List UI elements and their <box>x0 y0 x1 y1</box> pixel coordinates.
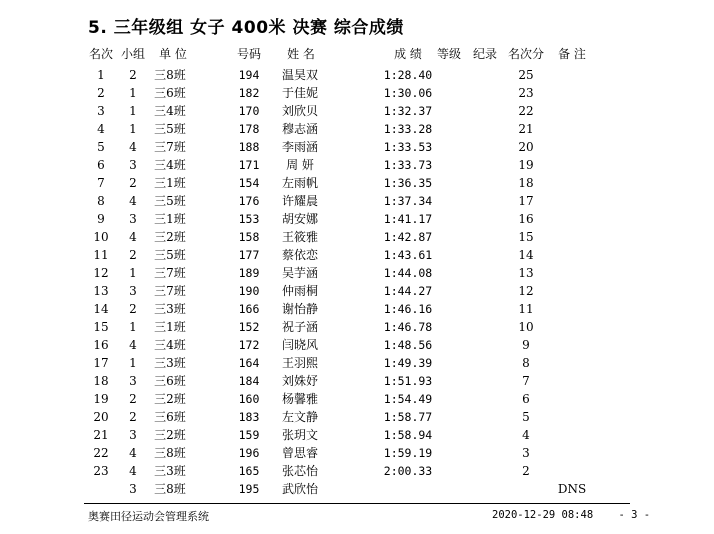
cell-result: 1:32.37 <box>383 104 433 118</box>
cell-group: 2 <box>129 176 137 190</box>
cell-number: 153 <box>238 212 260 226</box>
cell-group: 3 <box>129 374 137 388</box>
footer-meta <box>492 509 650 521</box>
cell-result: 1:46.78 <box>383 320 433 334</box>
cell-name: 刘欣贝 <box>281 104 318 118</box>
cell-number: 164 <box>238 356 260 370</box>
cell-group: 4 <box>129 194 137 208</box>
cell-name: 左雨帆 <box>281 176 318 190</box>
cell-group: 1 <box>129 320 137 334</box>
cell-rank: 20 <box>93 410 109 424</box>
table-row <box>0 480 714 498</box>
footer-system-name: 奥赛田径运动会管理系统 <box>88 510 209 523</box>
footer-divider <box>84 503 630 504</box>
cell-rank: 21 <box>93 428 109 442</box>
cell-number: 159 <box>238 428 260 442</box>
cell-unit: 三4班 <box>154 104 186 118</box>
cell-result: 1:30.06 <box>383 86 433 100</box>
cell-rank: 18 <box>93 374 109 388</box>
cell-name: 曾思睿 <box>281 446 318 460</box>
header-level: 等级 <box>436 47 461 61</box>
cell-result: 1:49.39 <box>383 356 433 370</box>
cell-result: 1:28.40 <box>383 68 433 82</box>
cell-points: 2 <box>522 464 530 478</box>
cell-rank: 9 <box>97 212 105 226</box>
cell-points: 17 <box>518 194 534 208</box>
table-row <box>0 192 714 210</box>
cell-number: 188 <box>238 140 260 154</box>
cell-result: 1:43.61 <box>383 248 433 262</box>
cell-result: 1:37.34 <box>383 194 433 208</box>
table-row <box>0 84 714 102</box>
cell-group: 4 <box>129 464 137 478</box>
cell-number: 190 <box>238 284 260 298</box>
table-row <box>0 174 714 192</box>
cell-unit: 三2班 <box>154 428 186 442</box>
cell-result: 1:41.17 <box>383 212 433 226</box>
cell-rank: 22 <box>93 446 109 460</box>
cell-name: 左文静 <box>281 410 318 424</box>
cell-number: 183 <box>238 410 260 424</box>
header-number: 号码 <box>236 47 261 61</box>
cell-unit: 三3班 <box>154 302 186 316</box>
cell-points: 16 <box>518 212 534 226</box>
cell-number: 166 <box>238 302 260 316</box>
cell-unit: 三4班 <box>154 158 186 172</box>
header-rank: 名次 <box>88 47 113 61</box>
cell-name: 穆志涵 <box>281 122 318 136</box>
cell-points: 25 <box>518 68 534 82</box>
cell-rank: 11 <box>93 248 109 262</box>
cell-group: 4 <box>129 230 137 244</box>
cell-points: 20 <box>518 140 534 154</box>
table-row <box>0 102 714 120</box>
cell-unit: 三1班 <box>154 176 186 190</box>
cell-rank: 17 <box>93 356 109 370</box>
cell-result: 1:54.49 <box>383 392 433 406</box>
cell-result: 1:59.19 <box>383 446 433 460</box>
cell-name: 温昊双 <box>281 68 318 82</box>
cell-points: 11 <box>518 302 534 316</box>
cell-name: 仲雨桐 <box>281 284 318 298</box>
cell-name: 许耀晨 <box>281 194 318 208</box>
cell-name: 武欣怡 <box>281 482 318 496</box>
cell-number: 178 <box>238 122 260 136</box>
cell-number: 172 <box>238 338 260 352</box>
cell-number: 171 <box>238 158 260 172</box>
header-group: 小组 <box>120 47 145 61</box>
table-row <box>0 66 714 84</box>
cell-rank: 3 <box>97 104 105 118</box>
header-record: 纪录 <box>472 47 497 61</box>
cell-unit: 三1班 <box>154 320 186 334</box>
cell-number: 196 <box>238 446 260 460</box>
cell-group: 1 <box>129 122 137 136</box>
cell-name: 张玥文 <box>281 428 318 442</box>
cell-rank: 2 <box>97 86 105 100</box>
cell-group: 1 <box>129 104 137 118</box>
cell-group: 3 <box>129 158 137 172</box>
cell-number: 160 <box>238 392 260 406</box>
cell-group: 4 <box>129 140 137 154</box>
cell-number: 184 <box>238 374 260 388</box>
cell-points: 21 <box>518 122 534 136</box>
cell-points: 13 <box>518 266 534 280</box>
cell-points: 19 <box>518 158 534 172</box>
table-row <box>0 282 714 300</box>
cell-group: 1 <box>129 356 137 370</box>
table-row <box>0 426 714 444</box>
cell-unit: 三3班 <box>154 464 186 478</box>
page-title: 5. 三年级组 女子 400米 决赛 综合成绩 <box>88 18 404 38</box>
cell-unit: 三7班 <box>154 266 186 280</box>
cell-name: 吴芋涵 <box>281 266 318 280</box>
cell-points: 7 <box>522 374 530 388</box>
header-points: 名次分 <box>507 47 544 61</box>
table-row <box>0 408 714 426</box>
cell-group: 3 <box>129 284 137 298</box>
cell-rank: 10 <box>93 230 109 244</box>
cell-result: 1:33.53 <box>383 140 433 154</box>
cell-name: 张芯怡 <box>281 464 318 478</box>
table-row <box>0 390 714 408</box>
cell-rank: 5 <box>97 140 105 154</box>
cell-unit: 三6班 <box>154 374 186 388</box>
table-row <box>0 318 714 336</box>
cell-group: 2 <box>129 68 137 82</box>
cell-number: 194 <box>238 68 260 82</box>
cell-rank: 1 <box>97 68 105 82</box>
cell-name: 蔡依恋 <box>281 248 318 262</box>
cell-unit: 三6班 <box>154 410 186 424</box>
table-row <box>0 120 714 138</box>
cell-rank: 23 <box>93 464 109 478</box>
cell-points: 10 <box>518 320 534 334</box>
header-unit: 单 位 <box>159 47 187 61</box>
cell-number: 182 <box>238 86 260 100</box>
cell-number: 170 <box>238 104 260 118</box>
cell-number: 158 <box>238 230 260 244</box>
cell-result: 2:00.33 <box>383 464 433 478</box>
cell-points: 18 <box>518 176 534 190</box>
table-row <box>0 336 714 354</box>
table-row <box>0 138 714 156</box>
cell-name: 杨馨雅 <box>281 392 318 406</box>
cell-result: 1:51.93 <box>383 374 433 388</box>
cell-unit: 三2班 <box>154 392 186 406</box>
cell-rank: 15 <box>93 320 109 334</box>
cell-points: 9 <box>522 338 530 352</box>
cell-rank: 16 <box>93 338 109 352</box>
cell-unit: 三5班 <box>154 122 186 136</box>
cell-result: 1:48.56 <box>383 338 433 352</box>
cell-group: 2 <box>129 392 137 406</box>
cell-name: 周 妍 <box>286 158 314 172</box>
cell-unit: 三6班 <box>154 86 186 100</box>
cell-rank: 7 <box>97 176 105 190</box>
cell-unit: 三5班 <box>154 248 186 262</box>
cell-rank: 12 <box>93 266 109 280</box>
header-note: 备 注 <box>558 47 586 61</box>
cell-points: 3 <box>522 446 530 460</box>
table-row <box>0 246 714 264</box>
cell-unit: 三7班 <box>154 284 186 298</box>
cell-points: 22 <box>518 104 534 118</box>
table-header <box>0 45 714 63</box>
cell-unit: 三8班 <box>154 446 186 460</box>
cell-points: 12 <box>518 284 534 298</box>
cell-rank: 8 <box>97 194 105 208</box>
cell-group: 1 <box>129 86 137 100</box>
cell-group: 3 <box>129 482 137 496</box>
cell-name: 于佳妮 <box>281 86 318 100</box>
header-name: 姓 名 <box>287 47 315 61</box>
cell-points: 8 <box>522 356 530 370</box>
table-row <box>0 354 714 372</box>
cell-points: 4 <box>522 428 530 442</box>
cell-rank: 13 <box>93 284 109 298</box>
cell-name: 祝子涵 <box>281 320 318 334</box>
cell-group: 1 <box>129 266 137 280</box>
table-row <box>0 444 714 462</box>
cell-rank: 6 <box>97 158 105 172</box>
cell-unit: 三4班 <box>154 338 186 352</box>
cell-unit: 三1班 <box>154 212 186 226</box>
cell-name: 谢怡静 <box>281 302 318 316</box>
cell-group: 4 <box>129 338 137 352</box>
cell-unit: 三3班 <box>154 356 186 370</box>
cell-result: 1:36.35 <box>383 176 433 190</box>
table-row <box>0 372 714 390</box>
cell-unit: 三8班 <box>154 68 186 82</box>
cell-number: 152 <box>238 320 260 334</box>
cell-result: 1:46.16 <box>383 302 433 316</box>
cell-points: 15 <box>518 230 534 244</box>
cell-points: 14 <box>518 248 534 262</box>
cell-unit: 三2班 <box>154 230 186 244</box>
cell-group: 4 <box>129 446 137 460</box>
cell-name: 闫晓风 <box>281 338 318 352</box>
cell-group: 2 <box>129 248 137 262</box>
cell-unit: 三8班 <box>154 482 186 496</box>
table-row <box>0 462 714 480</box>
table-row <box>0 264 714 282</box>
cell-result: 1:44.08 <box>383 266 433 280</box>
cell-note: DNS <box>557 482 587 496</box>
cell-name: 刘姝妤 <box>281 374 318 388</box>
cell-number: 189 <box>238 266 260 280</box>
cell-group: 3 <box>129 212 137 226</box>
table-row <box>0 300 714 318</box>
cell-group: 2 <box>129 410 137 424</box>
cell-name: 胡安娜 <box>281 212 318 226</box>
cell-result: 1:58.77 <box>383 410 433 424</box>
cell-unit: 三5班 <box>154 194 186 208</box>
footer-page: - 3 - <box>618 509 651 521</box>
cell-points: 5 <box>522 410 530 424</box>
cell-name: 王羽熙 <box>281 356 318 370</box>
cell-name: 李雨涵 <box>281 140 318 154</box>
cell-group: 2 <box>129 302 137 316</box>
cell-name: 王筱雅 <box>281 230 318 244</box>
cell-rank: 4 <box>97 122 105 136</box>
footer-timestamp: 2020-12-29 08:48 <box>492 509 594 521</box>
cell-rank: 14 <box>93 302 109 316</box>
cell-group: 3 <box>129 428 137 442</box>
cell-number: 177 <box>238 248 260 262</box>
cell-number: 154 <box>238 176 260 190</box>
cell-number: 195 <box>238 482 260 496</box>
cell-result: 1:33.28 <box>383 122 433 136</box>
cell-rank: 19 <box>93 392 109 406</box>
cell-result: 1:44.27 <box>383 284 433 298</box>
cell-unit: 三7班 <box>154 140 186 154</box>
cell-result: 1:58.94 <box>383 428 433 442</box>
cell-number: 165 <box>238 464 260 478</box>
cell-result: 1:33.73 <box>383 158 433 172</box>
table-row <box>0 210 714 228</box>
cell-points: 23 <box>518 86 534 100</box>
table-row <box>0 228 714 246</box>
cell-points: 6 <box>522 392 530 406</box>
cell-number: 176 <box>238 194 260 208</box>
header-result: 成 绩 <box>394 47 422 61</box>
table-row <box>0 156 714 174</box>
cell-result: 1:42.87 <box>383 230 433 244</box>
